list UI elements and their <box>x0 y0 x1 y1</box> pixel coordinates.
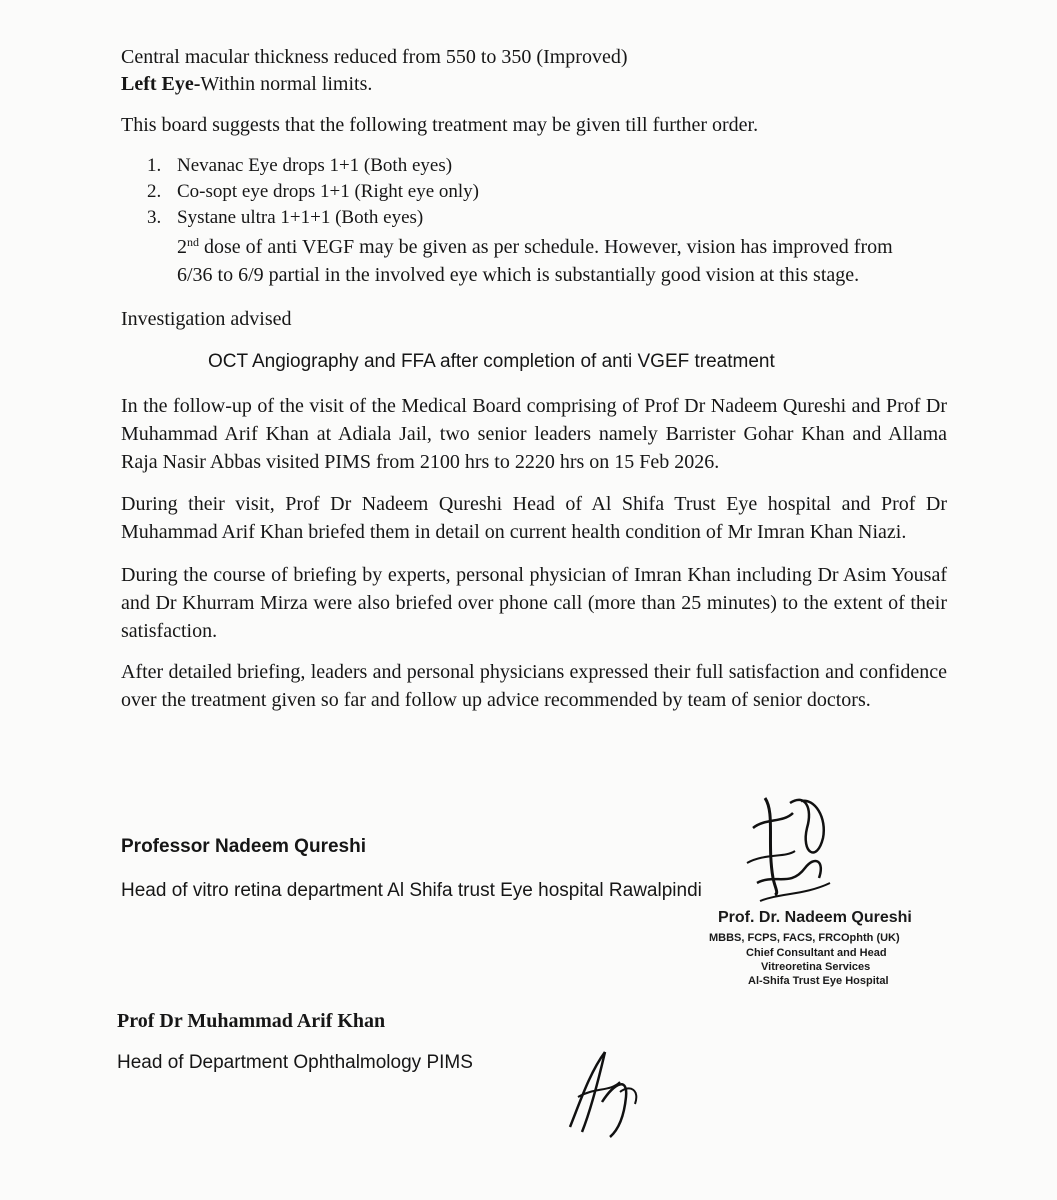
signature-khan <box>560 1042 660 1142</box>
stamp-service: Vitreoretina Services <box>761 961 871 973</box>
paragraph-physicians: During the course of briefing by experts, personal physician of Imran Khan including Dr Asim Yousaf and Dr Khurram Mirza were also briefed over phone call (more than 25 minutes) to the extent of their satisfaction. <box>121 564 947 642</box>
treatment-item-number: 2. <box>147 181 162 202</box>
anti-vegf-dose-line <box>177 236 893 259</box>
paragraph-satisfaction: After detailed briefing, leaders and personal physicians expressed their full satisfaction and confidence over the treatment given so far and follow up advice recommended by team of senior doctors. <box>121 661 947 711</box>
dose-ordinal-suffix: nd <box>187 235 199 249</box>
dose-ordinal: 2 <box>177 236 187 258</box>
left-eye-value: Within normal limits. <box>200 73 373 95</box>
stamp-qualifications: MBBS, FCPS, FACS, FRCOphth (UK) <box>709 932 900 944</box>
signatory-name-khan: Prof Dr Muhammad Arif Khan <box>117 1010 386 1032</box>
paragraph-visit: In the follow-up of the visit of the Medical Board comprising of Prof Dr Nadeem Qureshi and Prof Dr Muhammad Arif Khan at Adiala Jail, two senior leaders namely Barrister Gohar Khan and Allama Raja Nasir Abbas visited PIMS from 2100 hrs to 2220 hrs on 15 Feb 2026. <box>121 395 947 473</box>
treatment-item <box>147 181 479 203</box>
treatment-item-number: 1. <box>147 155 162 176</box>
paragraph-briefing: During their visit, Prof Dr Nadeem Qureshi Head of Al Shifa Trust Eye hospital and Prof Dr Muhammad Arif Khan briefed them in detail on current health condition of Mr Imran Khan Niazi. <box>121 493 947 543</box>
treatment-item-number: 3. <box>147 207 162 228</box>
treatment-item-text: Nevanac Eye drops 1+1 (Both eyes) <box>177 155 453 176</box>
treatment-item-text: Systane ultra 1+1+1 (Both eyes) <box>177 207 424 228</box>
treatment-item-text: Co-sopt eye drops 1+1 (Right eye only) <box>177 181 480 202</box>
dose-text: dose of anti VEGF may be given as per schedule. However, vision has improved from <box>199 236 893 258</box>
vision-improvement-line: 6/36 to 6/9 partial in the involved eye which is substantially good vision at this stage. <box>177 264 860 286</box>
signature-qureshi <box>735 783 845 913</box>
investigation-text: OCT Angiography and FFA after completion of anti VGEF treatment <box>208 351 775 372</box>
treatment-item <box>147 155 452 177</box>
signatory-name-qureshi: Professor Nadeem Qureshi <box>121 836 366 857</box>
investigation-heading: Investigation advised <box>121 308 292 330</box>
macular-thickness-line: Central macular thickness reduced from 550 to 350 (Improved) <box>121 46 628 68</box>
signatory-title-qureshi: Head of vitro retina department Al Shifa trust Eye hospital Rawalpindi <box>121 880 702 901</box>
signatory-title-khan: Head of Department Ophthalmology PIMS <box>117 1052 473 1073</box>
left-eye-line <box>121 73 372 96</box>
stamp-role: Chief Consultant and Head <box>746 947 887 959</box>
treatment-intro: This board suggests that the following treatment may be given till further order. <box>121 114 759 136</box>
stamp-hospital: Al-Shifa Trust Eye Hospital <box>748 975 889 987</box>
left-eye-label: Left Eye- <box>121 73 201 95</box>
stamp-name: Prof. Dr. Nadeem Qureshi <box>718 909 912 926</box>
treatment-item <box>147 207 423 229</box>
